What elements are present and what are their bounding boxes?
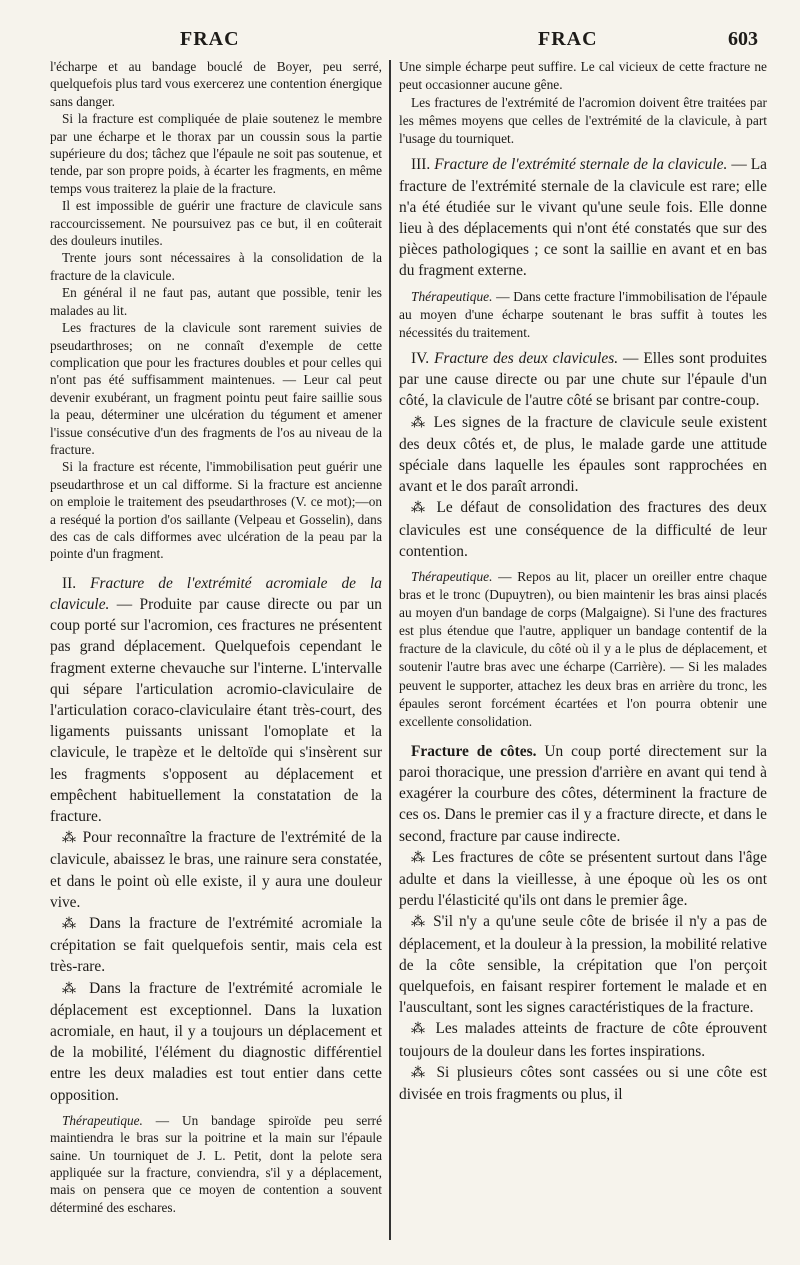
section-number: III.	[411, 156, 431, 174]
paragraph: Il est impossible de guérir une fracture de clavicule sans raccourcissement. Ne poursuivez pas ce but, il en coûterait des douleurs inutiles.	[50, 198, 382, 249]
asterism: ⁂	[62, 981, 81, 997]
paragraph: Une simple écharpe peut suffire. Le cal vicieux de cette fracture ne peut occasionner aucune gêne.	[399, 59, 767, 93]
asterism-paragraph: ⁂ Pour reconnaître la fracture de l'extrémité de la clavicule, abaissez le bras, une rainure sera constatée, et dans le point où elle existe, il y aura une douleur vive.	[50, 829, 382, 911]
section-sternal-fracture	[399, 154, 767, 281]
section-both-clavicles	[399, 348, 767, 412]
asterism: ⁂	[411, 850, 427, 866]
section-title: Fracture des deux clavicules.	[434, 349, 619, 367]
left-column	[50, 58, 382, 1216]
section-acromial-fracture	[50, 573, 382, 827]
asterism: ⁂	[411, 501, 429, 517]
paragraph: Si la fracture est récente, l'immobilisation peut guérir une pseudarthrose et un cal difforme. Si la fracture est ancienne on emploie le traitement des pseudarthroses (V. ce mot);—on a reséqué la portion d'os saillante (Velpeau et Gosselin), dans des cas de cals difformes avec ulcération de la peau par la pointe d'un fragment.	[50, 459, 382, 562]
section-text: — Produite par cause directe ou par un coup porté sur l'acromion, ces fractures ne présentent pas grand déplacement. Quelquefois cependant le fragment externe chevauche sur l'interne. L'intervalle qui sépare l'articulation acromio-claviculaire de l'articulation coraco-claviculaire étant très-court, des ligaments puissants unissant l'omoplate et la clavicule, le trapèze et le deltoïde qui s'insèrent sur les fragments s'opposent au déplacement et empêchent habituellement la constatation de la fracture.	[50, 595, 382, 826]
section-number: II.	[62, 574, 77, 592]
section-text: — La fracture de l'extrémité sternale de la clavicule est rare; elle n'a été étudiée sur le vivant qu'une seule fois. Elle donne lieu à des déplacements qui n'ont été constatés que sur des pièces pathologiques ; ce sont la saillie en avant et en bas du fragment externe.	[399, 156, 767, 280]
section-title: Fracture de l'extrémité acromiale de la clavicule.	[50, 574, 382, 613]
asterism-paragraph: ⁂ Si plusieurs côtes sont cassées ou si une côte est divisée en trois fragments ou plus, il	[399, 1063, 768, 1104]
asterism-paragraph: ⁂ Les fractures de côte se présentent surtout dans l'âge adulte et dans la vieillesse, à une époque où les os ont perdu l'élasticité qu'ils ont dans le premier âge.	[399, 848, 767, 910]
paragraph: l'écharpe et au bandage bouclé de Boyer, peu serré, quelquefois plus tard vous exercerez une contention énergique sans danger.	[50, 59, 382, 109]
paragraph: Les fractures de la clavicule sont rarement suivies de pseudarthroses; on ne connaît d'exemple de cette complication que pour les fractures doubles et pour celles qui n'ont pas été suffisamment maintenues. — Leur cal peut devenir exubérant, un fragment pointu peut faire saillie sous la peau, déterminer une ulcération du tégument et amener l'issue consécutive d'un des fragments de l'os au niveau de la fracture.	[50, 320, 382, 457]
asterism-paragraph: ⁂ S'il n'y a qu'une seule côte de brisée il n'y a pas de déplacement, et la douleur à la pression, la mobilité relative de la côte sensible, la crépitation que l'on perçoit quelquefois, en faisant respirer fortement le malade et en l'auscultant, sont les signes caractéristiques de la fracture.	[399, 913, 768, 1017]
therapeutique-paragraph: Thérapeutique. — Repos au lit, placer un oreiller entre chaque bras et le tronc (Dupuytren), ou bien maintenir les bras ainsi placés au moyen d'un bandage de corps (Malgaigne). Si l'une des fractures est plus étendue que l'autre, appliquer un bandage contentif de la fracture de la clavicule, du côté où il y a le plus de déplacement, et soutenir l'autre bras avec une écharpe (Carrière). — Si les malades peuvent le supporter, attachez les deux bras en arrière du tronc, les épaules seront forcément écartées et l'on pourra obtenir une excellente consolidation.	[399, 569, 767, 729]
section-title: Fracture de l'extrémité sternale de la clavicule.	[434, 156, 728, 174]
asterism-paragraph: ⁂ Le défaut de consolidation des fractures des deux clavicules est une conséquence de la difficulté de leur contention.	[399, 499, 767, 560]
paragraph: En général il ne faut pas, autant que possible, tenir les malades au lit.	[50, 285, 382, 318]
therapeutique-paragraph: Thérapeutique. — Un bandage spiroïde peu serré maintiendra le bras sur la poitrine et la main sur l'épaule saine. Un tourniquet de J. L. Petit, dont la pelote sera appliquée sur la fracture, conviendra, s'il y a déplacement, mais on pensera que ce moyen de contention a souvent déterminé des eschares.	[50, 1112, 383, 1215]
asterism: ⁂	[62, 831, 78, 847]
section-text: — Elles sont produites par une cause directe ou par une chute sur l'épaule d'un côté, la clavicule de l'autre côté se brisant par contre-coup.	[399, 349, 767, 410]
asterism: ⁂	[62, 917, 81, 933]
section-text: Un coup porté directement sur la paroi thoracique, une pression d'arrière en avant qui tend à exagérer la courbure des côtes, déterminent la fracture de ces os. Dans le premier cas il y a fracture directe, et dans le second, fracture par cause indirecte.	[399, 742, 767, 845]
asterism-paragraph: ⁂ Les signes de la fracture de clavicule seule existent des deux côtés et, de plus, le malade garde une attitude spéciale dans laquelle les épaules sont rapprochées en avant et le dos paraît arrondi.	[399, 413, 767, 496]
right-running-title: FRAC	[538, 28, 598, 50]
section-title: Fracture de côtes.	[411, 742, 537, 760]
paragraph: Si la fracture est compliquée de plaie soutenez le membre par une écharpe et le thorax par un coussin sous la partie supérieure du dos; tâchez que l'épaule ne soit pas soutenue, et tende, par son propre poids, à écarter les fragments, en même temps vous traiterez la plaie de la fracture.	[50, 111, 382, 196]
asterism-paragraph: ⁂ Dans la fracture de l'extrémité acromiale le déplacement est exceptionnel. Dans la luxation acromiale, en haut, il y a toujours un déplacement et de la mobilité, l'élément du diagnostic différentiel entre les deux maladies est tout entier dans cette opposition.	[50, 979, 382, 1104]
therapeutique-label: Thérapeutique.	[62, 1112, 143, 1128]
asterism: ⁂	[411, 415, 428, 431]
page-number: 603	[728, 28, 758, 50]
asterism: ⁂	[411, 1022, 429, 1038]
paragraph: Trente jours sont nécessaires à la consolidation de la fracture de la clavicule.	[50, 250, 382, 283]
right-column	[399, 58, 767, 1105]
left-running-title: FRAC	[180, 28, 240, 50]
paragraph: Les fractures de l'extrémité de l'acromion doivent être traitées par les mêmes moyens que celles de l'extrémité de la clavicule, à part l'usage du tourniquet.	[399, 95, 767, 147]
asterism: ⁂	[411, 1065, 429, 1081]
asterism-paragraph: ⁂ Dans la fracture de l'extrémité acromiale la crépitation se fait quelquefois sentir, mais cela est très-rare.	[50, 915, 382, 976]
therapeutique-label: Thérapeutique.	[411, 288, 493, 304]
column-divider	[389, 60, 391, 1240]
therapeutique-label: Thérapeutique.	[411, 569, 493, 584]
asterism: ⁂	[411, 915, 428, 931]
section-rib-fracture	[399, 741, 767, 847]
section-number: IV.	[411, 349, 430, 367]
asterism-paragraph: ⁂ Les malades atteints de fracture de côte éprouvent toujours de la douleur dans les fortes inspirations.	[399, 1020, 767, 1060]
running-header	[0, 28, 800, 54]
therapeutique-paragraph: Thérapeutique. — Dans cette fracture l'immobilisation de l'épaule au moyen d'une écharpe soutenant le bras suffit à toutes les nécessités du traitement.	[399, 288, 767, 340]
